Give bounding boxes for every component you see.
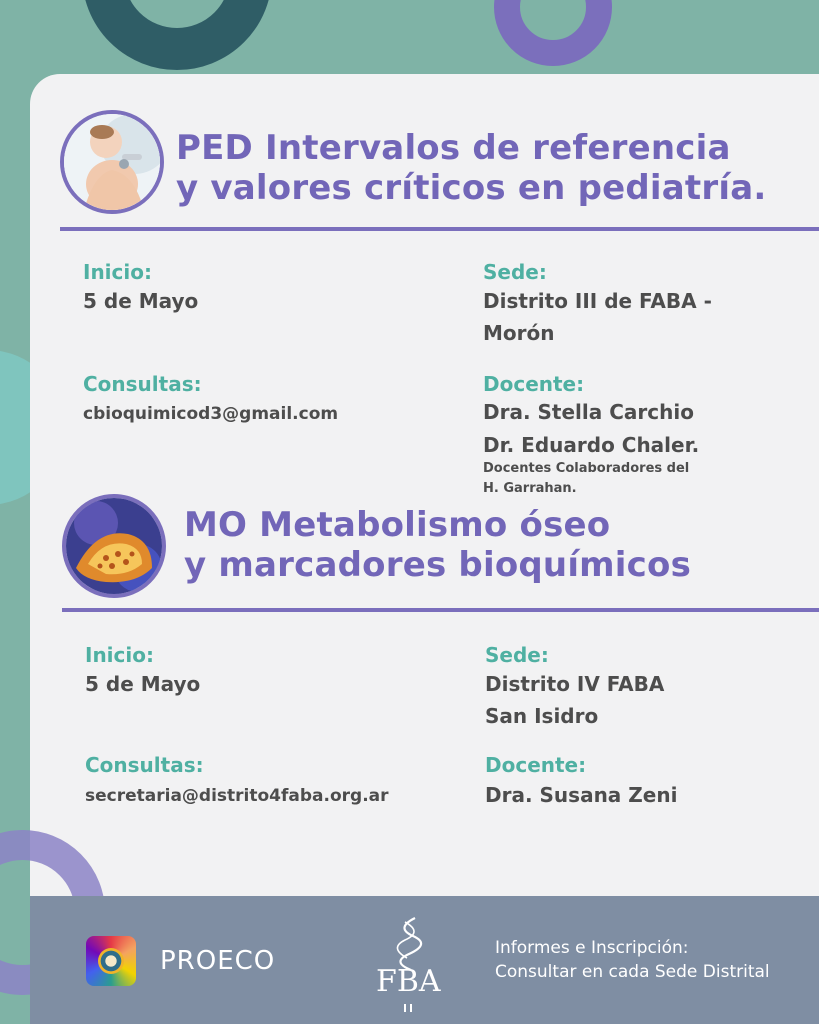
proeco-label: PROECO <box>160 946 276 976</box>
docente-line-2: Dr. Eduardo Chaler. <box>483 433 700 457</box>
inicio-value: 5 de Mayo <box>85 672 201 696</box>
inicio-value: 5 de Mayo <box>83 289 199 313</box>
consultas-email[interactable]: secretaria@distrito4faba.org.ar <box>85 786 389 806</box>
course-title: MO Metabolismo óseo y marcadores bioquímicos <box>184 505 692 585</box>
fba-label: FBA <box>376 964 441 999</box>
docente-line-1: Dra. Susana Zeni <box>485 783 678 807</box>
sede-line-2: Morón <box>483 321 555 345</box>
content-card <box>30 74 819 896</box>
sede-label: Sede: <box>483 260 547 284</box>
docente-note-1: Docentes Colaboradores del <box>483 461 690 476</box>
consultas-label: Consultas: <box>85 753 204 777</box>
inicio-label: Inicio: <box>85 643 154 667</box>
docente-note-2: H. Garrahan. <box>483 481 577 496</box>
bone-tissue-image <box>62 494 166 598</box>
docente-line-1: Dra. Stella Carchio <box>483 400 694 424</box>
sede-line-1: Distrito III de FABA - <box>483 289 712 313</box>
section-divider <box>60 227 819 231</box>
docente-label: Docente: <box>483 372 585 396</box>
consultas-label: Consultas: <box>83 372 202 396</box>
docente-label: Docente: <box>485 753 587 777</box>
decorative-ring-top-right <box>494 0 612 66</box>
sede-line-1: Distrito IV FABA <box>485 672 665 696</box>
course-title: PED Intervalos de referencia y valores críticos en pediatría. <box>176 128 767 208</box>
decorative-ring-top-left <box>82 0 272 70</box>
sede-label: Sede: <box>485 643 549 667</box>
consultas-email[interactable]: cbioquimicod3@gmail.com <box>83 404 339 424</box>
footer-bar <box>30 896 819 1024</box>
inicio-label: Inicio: <box>83 260 152 284</box>
info-line-2: Consultar en cada Sede Distrital <box>495 962 770 982</box>
info-line-1: Informes e Inscripción: <box>495 938 689 958</box>
proeco-logo-icon <box>86 936 136 986</box>
baby-exam-image <box>60 110 164 214</box>
section-divider <box>62 608 819 612</box>
sede-line-2: San Isidro <box>485 704 599 728</box>
